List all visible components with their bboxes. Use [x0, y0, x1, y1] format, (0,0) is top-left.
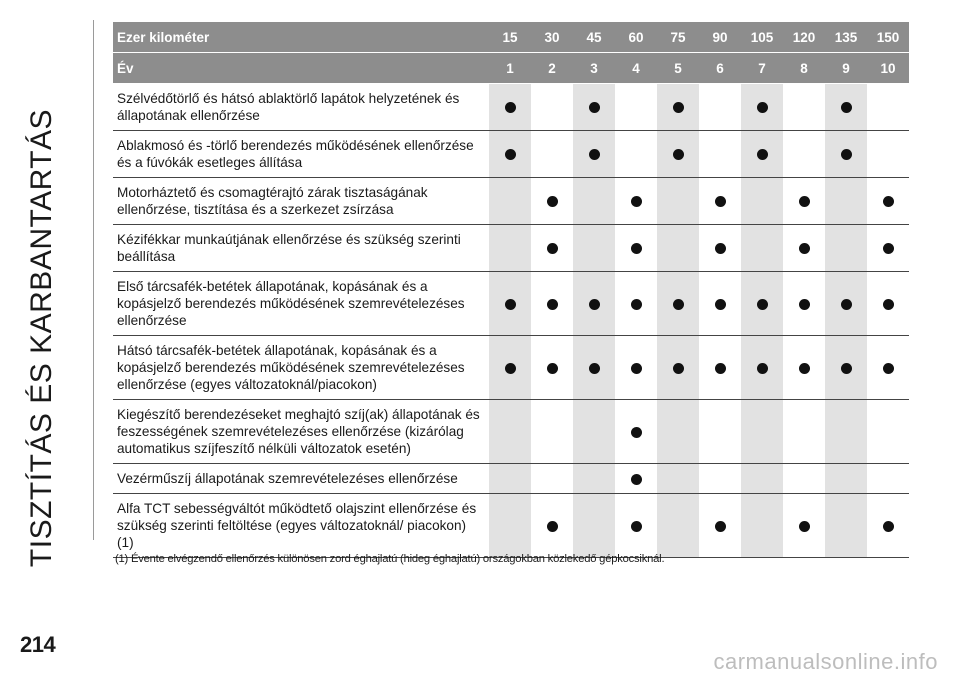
schedule-cell [531, 131, 573, 178]
schedule-cell [615, 464, 657, 494]
schedule-cell [867, 272, 909, 336]
row-description: Kiegészítő berendezéseket meghajtó szíj(ak) állapotának és feszességének szemrevételezéses ellenőrzése (kizárólag automatikus szíjfeszítő nélküli változatok esetén) [113, 400, 489, 464]
row-description: Motorháztető és csomagtérajtó zárak tisztaságának ellenőrzése, tisztítása és a szerkezet zsírzása [113, 178, 489, 225]
schedule-cell [615, 336, 657, 400]
year-header-value: 1 [489, 53, 531, 84]
schedule-cell [699, 131, 741, 178]
check-dot-icon [673, 149, 684, 160]
schedule-cell [657, 225, 699, 272]
check-dot-icon [799, 243, 810, 254]
check-dot-icon [673, 299, 684, 310]
schedule-cell [783, 400, 825, 464]
schedule-cell [615, 225, 657, 272]
check-dot-icon [715, 363, 726, 374]
schedule-cell [825, 400, 867, 464]
schedule-cell [825, 494, 867, 558]
check-dot-icon [631, 299, 642, 310]
schedule-cell [867, 84, 909, 131]
schedule-cell [699, 494, 741, 558]
check-dot-icon [715, 521, 726, 532]
year-header-value: 8 [783, 53, 825, 84]
schedule-cell [741, 400, 783, 464]
schedule-cell [531, 494, 573, 558]
schedule-cell [657, 272, 699, 336]
year-header-value: 9 [825, 53, 867, 84]
section-divider [93, 20, 94, 540]
year-header-value: 2 [531, 53, 573, 84]
schedule-cell [531, 464, 573, 494]
schedule-cell [531, 84, 573, 131]
km-header-value: 90 [699, 22, 741, 53]
schedule-cell [657, 84, 699, 131]
km-header-value: 45 [573, 22, 615, 53]
check-dot-icon [505, 149, 516, 160]
schedule-cell [489, 464, 531, 494]
schedule-cell [531, 178, 573, 225]
header-row-km [113, 22, 909, 53]
schedule-cell [573, 464, 615, 494]
header-row-year [113, 53, 909, 84]
table-row [113, 131, 909, 178]
schedule-cell [615, 178, 657, 225]
schedule-cell [783, 225, 825, 272]
schedule-cell [741, 178, 783, 225]
check-dot-icon [631, 243, 642, 254]
schedule-cell [741, 84, 783, 131]
page-number: 214 [20, 632, 56, 657]
schedule-cell [699, 400, 741, 464]
check-dot-icon [505, 299, 516, 310]
schedule-cell [741, 272, 783, 336]
check-dot-icon [631, 474, 642, 485]
schedule-cell [867, 225, 909, 272]
schedule-cell [573, 84, 615, 131]
check-dot-icon [883, 196, 894, 207]
km-header-value: 150 [867, 22, 909, 53]
row-description: Vezérműszíj állapotának szemrevételezéses ellenőrzése [113, 464, 489, 494]
schedule-cell [867, 464, 909, 494]
schedule-cell [825, 84, 867, 131]
table-row [113, 464, 909, 494]
year-header-value: 7 [741, 53, 783, 84]
schedule-cell [573, 336, 615, 400]
schedule-cell [615, 131, 657, 178]
year-header-value: 3 [573, 53, 615, 84]
schedule-cell [489, 131, 531, 178]
check-dot-icon [589, 102, 600, 113]
schedule-cell [657, 131, 699, 178]
check-dot-icon [547, 363, 558, 374]
schedule-cell [657, 494, 699, 558]
table-row [113, 178, 909, 225]
km-header-value: 15 [489, 22, 531, 53]
schedule-cell [489, 494, 531, 558]
schedule-cell [699, 336, 741, 400]
check-dot-icon [841, 363, 852, 374]
schedule-cell [699, 272, 741, 336]
year-header-value: 10 [867, 53, 909, 84]
km-header-value: 105 [741, 22, 783, 53]
schedule-cell [489, 84, 531, 131]
km-header-value: 60 [615, 22, 657, 53]
year-header-value: 5 [657, 53, 699, 84]
km-header-value: 75 [657, 22, 699, 53]
row-description: Kézifékkar munkaútjának ellenőrzése és szükség szerinti beállítása [113, 225, 489, 272]
schedule-cell [489, 400, 531, 464]
schedule-cell [489, 225, 531, 272]
table-body [113, 84, 909, 558]
check-dot-icon [757, 363, 768, 374]
year-header-value: 4 [615, 53, 657, 84]
schedule-cell [867, 400, 909, 464]
schedule-cell [657, 464, 699, 494]
km-header-value: 30 [531, 22, 573, 53]
check-dot-icon [715, 243, 726, 254]
check-dot-icon [799, 196, 810, 207]
schedule-cell [825, 272, 867, 336]
check-dot-icon [883, 299, 894, 310]
check-dot-icon [673, 363, 684, 374]
schedule-cell [615, 400, 657, 464]
schedule-cell [741, 494, 783, 558]
schedule-cell [783, 178, 825, 225]
row-description: Szélvédőtörlő és hátsó ablaktörlő lapátok helyzetének és állapotának ellenőrzése [113, 84, 489, 131]
schedule-cell [573, 225, 615, 272]
year-header-label: Év [113, 53, 489, 84]
schedule-cell [825, 336, 867, 400]
check-dot-icon [799, 521, 810, 532]
check-dot-icon [715, 299, 726, 310]
schedule-cell [615, 84, 657, 131]
schedule-cell [783, 336, 825, 400]
schedule-cell [825, 464, 867, 494]
check-dot-icon [547, 243, 558, 254]
schedule-cell [867, 131, 909, 178]
check-dot-icon [673, 102, 684, 113]
check-dot-icon [883, 363, 894, 374]
schedule-cell [573, 178, 615, 225]
schedule-cell [489, 272, 531, 336]
schedule-cell [783, 84, 825, 131]
schedule-cell [783, 272, 825, 336]
section-title: TISZTÍTÁS ÉS KARBANTARTÁS [25, 108, 58, 568]
schedule-cell [531, 225, 573, 272]
schedule-cell [741, 225, 783, 272]
table-row [113, 225, 909, 272]
check-dot-icon [757, 149, 768, 160]
schedule-cell [825, 178, 867, 225]
table-row [113, 494, 909, 558]
check-dot-icon [799, 299, 810, 310]
check-dot-icon [589, 299, 600, 310]
schedule-cell [657, 178, 699, 225]
schedule-cell [573, 400, 615, 464]
row-description: Első tárcsafék-betétek állapotának, kopásának és a kopásjelző berendezés működésének szemrevételezéses ellenőrzése [113, 272, 489, 336]
schedule-cell [699, 84, 741, 131]
schedule-cell [531, 400, 573, 464]
schedule-cell [489, 336, 531, 400]
schedule-cell [867, 494, 909, 558]
check-dot-icon [715, 196, 726, 207]
schedule-cell [657, 336, 699, 400]
schedule-cell [783, 464, 825, 494]
check-dot-icon [841, 102, 852, 113]
check-dot-icon [631, 521, 642, 532]
schedule-cell [573, 131, 615, 178]
schedule-cell [573, 494, 615, 558]
check-dot-icon [757, 102, 768, 113]
check-dot-icon [631, 363, 642, 374]
schedule-cell [741, 464, 783, 494]
check-dot-icon [505, 363, 516, 374]
check-dot-icon [841, 299, 852, 310]
check-dot-icon [547, 299, 558, 310]
check-dot-icon [631, 196, 642, 207]
schedule-cell [699, 178, 741, 225]
schedule-cell [615, 494, 657, 558]
schedule-cell [825, 131, 867, 178]
table-row [113, 400, 909, 464]
check-dot-icon [757, 299, 768, 310]
schedule-cell [699, 464, 741, 494]
schedule-cell [615, 272, 657, 336]
footnote: (1) Évente elvégzendő ellenőrzés különösen zord éghajlatú (hideg éghajlatú) országokban közlekedő gépkocsiknál. [115, 553, 665, 565]
check-dot-icon [589, 149, 600, 160]
row-description: Alfa TCT sebességváltót működtető olajszint ellenőrzése és szükség szerinti feltöltése (egyes változatoknál/ piacokon) (1) [113, 494, 489, 558]
schedule-cell [867, 336, 909, 400]
check-dot-icon [547, 196, 558, 207]
row-description: Ablakmosó és -törlő berendezés működésének ellenőrzése és a fúvókák esetleges állítása [113, 131, 489, 178]
km-header-label: Ezer kilométer [113, 22, 489, 53]
table-row [113, 272, 909, 336]
schedule-cell [783, 131, 825, 178]
maintenance-table [113, 22, 909, 558]
schedule-cell [825, 225, 867, 272]
check-dot-icon [841, 149, 852, 160]
schedule-cell [741, 336, 783, 400]
schedule-cell [531, 272, 573, 336]
check-dot-icon [883, 521, 894, 532]
check-dot-icon [799, 363, 810, 374]
schedule-cell [657, 400, 699, 464]
schedule-cell [741, 131, 783, 178]
schedule-cell [699, 225, 741, 272]
year-header-value: 6 [699, 53, 741, 84]
schedule-cell [867, 178, 909, 225]
check-dot-icon [547, 521, 558, 532]
km-header-value: 120 [783, 22, 825, 53]
schedule-cell [573, 272, 615, 336]
row-description: Hátsó tárcsafék-betétek állapotának, kopásának és a kopásjelző berendezés működésének szemrevételezéses ellenőrzése (egyes változatoknál/piacokon) [113, 336, 489, 400]
check-dot-icon [883, 243, 894, 254]
check-dot-icon [505, 102, 516, 113]
watermark: carmanualsonline.info [713, 649, 938, 674]
check-dot-icon [631, 427, 642, 438]
km-header-value: 135 [825, 22, 867, 53]
schedule-cell [531, 336, 573, 400]
check-dot-icon [589, 363, 600, 374]
table-row [113, 336, 909, 400]
schedule-cell [489, 178, 531, 225]
table-row [113, 84, 909, 131]
schedule-cell [783, 494, 825, 558]
